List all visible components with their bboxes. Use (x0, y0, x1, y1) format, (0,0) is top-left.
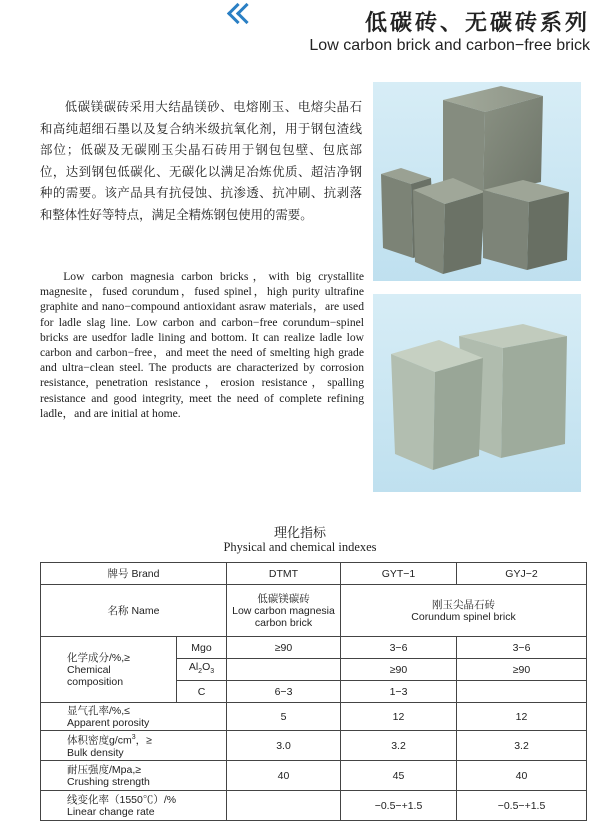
cell-c-gyj2 (457, 681, 587, 703)
cell-density-gyj2: 3.2 (457, 731, 587, 761)
name-gy-en: Corundum spinel brick (411, 610, 516, 623)
page-title-en: Low carbon brick and carbon−free brick (309, 37, 590, 54)
brand-gyt1: GYT−1 (341, 563, 457, 585)
cell-linear-dtmt (227, 791, 341, 821)
cell-porosity-gyj2: 12 (457, 703, 587, 731)
table-row-name (41, 585, 587, 637)
cell-density-dtmt: 3.0 (227, 731, 341, 761)
cell-mgo-gyt1: 3−6 (341, 637, 457, 659)
chem-label-al2o3 (177, 659, 227, 681)
porosity-label-en: Apparent porosity (67, 716, 150, 729)
brand-label: 牌号 Brand (41, 563, 227, 585)
density-label-cn: 体积密度g/cm (67, 734, 132, 747)
name-dtmt-en1: Low carbon magnesia (232, 604, 335, 617)
table-row-crushing (41, 761, 587, 791)
cell-mgo-dtmt: ≥90 (227, 637, 341, 659)
al-sub: 2 (198, 668, 203, 676)
photo-corundum-spinel-bricks (373, 294, 581, 492)
table-title-en: Physical and chemical indexes (223, 540, 377, 554)
table-row-linear-change (41, 791, 587, 821)
cell-porosity-gyt1: 12 (341, 703, 457, 731)
cell-density-gyt1: 3.2 (341, 731, 457, 761)
chem-label-en2: composition (67, 675, 124, 688)
brand-dtmt: DTMT (227, 563, 341, 585)
porosity-label (41, 703, 227, 731)
o-text: O (202, 660, 211, 673)
cell-linear-gyj2: −0.5−+1.5 (457, 791, 587, 821)
cell-porosity-dtmt: 5 (227, 703, 341, 731)
cell-crushing-dtmt: 40 (227, 761, 341, 791)
physical-chemical-table (40, 562, 587, 821)
cell-al2o3-gyt1: ≥90 (341, 659, 457, 681)
page-title-cn: 低碳砖、无碳砖系列 (364, 10, 590, 36)
cell-mgo-gyj2: 3−6 (457, 637, 587, 659)
photo-magnesia-carbon-bricks (373, 82, 581, 281)
table-row-mgo (41, 637, 587, 659)
cell-crushing-gyt1: 45 (341, 761, 457, 791)
name-dtmt (227, 585, 341, 637)
name-gy-cn: 刚玉尖晶石砖 (432, 598, 495, 611)
table-row-porosity (41, 703, 587, 731)
intro-paragraph-en: Low carbon magnesia carbon bricks，with big crystallite magnesite，fused corundum，fused spinel，high purity ultrafine graphite and nano−compound antioxidant asraw materials，are used for ladle slag line. Low carbon and carbon−free corundum−spinel bricks are usedfor ladle lining and bottom. It can realize ladle low carbon and carbon−free，and meet the need of smelting high grade and ultra−clean steel. The products are characterized by corrosion resistance, penetration resistance，erosion resistance，spalling resistance and good integrity, meet the need of complete refining ladle，and are initial at home. (40, 270, 364, 420)
brand-gyj2: GYJ−2 (457, 563, 587, 585)
chem-label-c: C (177, 681, 227, 703)
cell-crushing-gyj2: 40 (457, 761, 587, 791)
name-dtmt-cn: 低碳镁碳砖 (257, 592, 310, 605)
intro-paragraph-cn: 低碳镁碳砖采用大结晶镁砂、电熔刚玉、电熔尖晶石和高纯超细石墨以及复合纳米级抗氧化剂，用于钢包渣线部位；低碳及无碳刚玉尖晶石砖用于钢包包壁、包底部位，达到钢包低碳化、无碳化以满足冶炼优质、超洁净钢种的需要。该产品具有抗侵蚀、抗渗透、抗冲刷、抗剥落和整体性好等特点，满足全精炼钢包使用的需要。 (40, 99, 362, 222)
crushing-label (41, 761, 227, 791)
cell-al2o3-dtmt (227, 659, 341, 681)
double-chevron-left-icon (222, 6, 248, 26)
name-corundum-spinel (341, 585, 587, 637)
o-sub: 3 (210, 668, 215, 676)
table-title-cn: 理化指标 (273, 526, 326, 541)
cell-linear-gyt1: −0.5−+1.5 (341, 791, 457, 821)
linear-label-en: Linear change rate (67, 805, 155, 818)
linear-label-cn: 线变化率（1550℃）/% (67, 793, 177, 806)
table-row-density (41, 731, 587, 761)
chem-label-mgo: Mgo (177, 637, 227, 659)
corundum-spinel-bricks-illustration (373, 294, 581, 492)
porosity-label-cn: 显气孔率/%,≤ (67, 704, 130, 717)
name-label: 名称 Name (41, 585, 227, 637)
chem-label-en1: Chemical (67, 663, 111, 676)
cell-c-dtmt: 6−3 (227, 681, 341, 703)
name-dtmt-en2: carbon brick (254, 616, 313, 629)
linear-change-label (41, 791, 227, 821)
cell-c-gyt1: 1−3 (341, 681, 457, 703)
al-text: Al (188, 660, 199, 673)
magnesia-carbon-bricks-illustration (373, 82, 581, 281)
crushing-label-en: Crushing strength (67, 775, 150, 788)
density-tail: ，≥ (135, 734, 152, 747)
density-sup: 3 (131, 734, 136, 742)
crushing-label-cn: 耐压强度/Mpa,≥ (67, 763, 142, 776)
chem-composition-label (41, 637, 177, 703)
chem-label-cn: 化学成分/%,≥ (67, 651, 130, 664)
density-label (41, 731, 227, 761)
density-label-en: Bulk density (67, 746, 124, 759)
table-row-brand (41, 563, 587, 585)
cell-al2o3-gyj2: ≥90 (457, 659, 587, 681)
